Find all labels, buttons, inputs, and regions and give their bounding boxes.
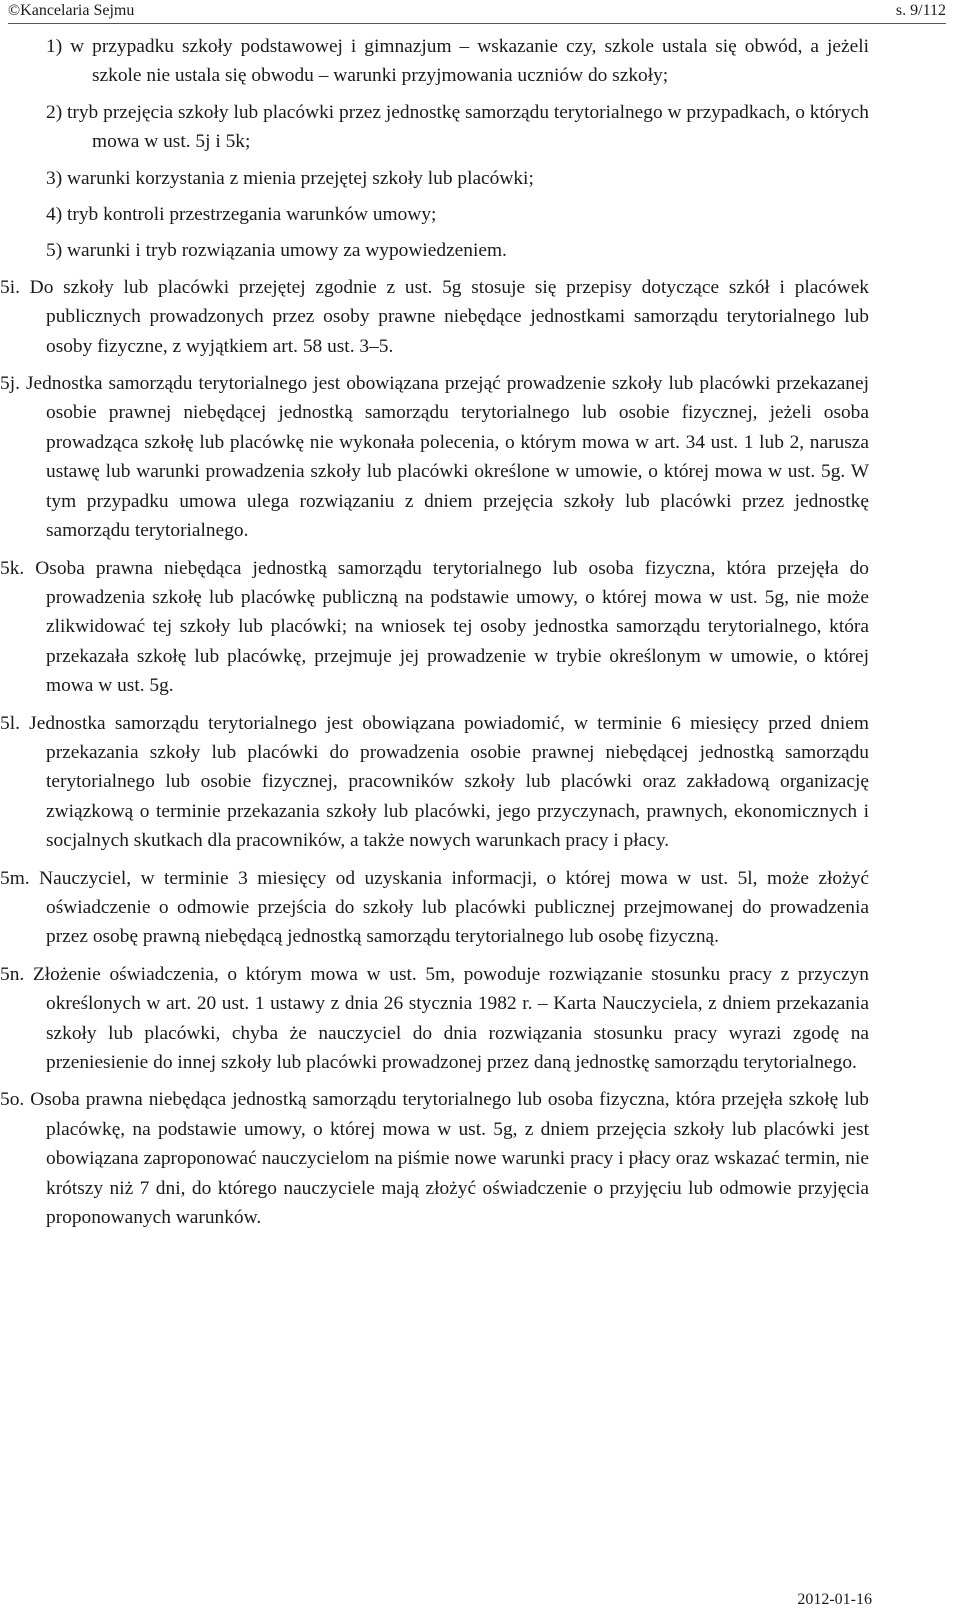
page-number: s. 9/112 [895,2,946,19]
page-header [8,1,946,24]
copyright-notice: ©Kancelaria Sejmu [8,2,135,19]
paragraph-5j: 5j. Jednostka samorządu terytorialnego jest obowiązana przejąć prowadzenie szkoły lub placówki przekazanej osobie prawnej niebędącej jednostką samorządu terytorialnego lub osobie fizycznej, jeżeli osoba prowadząca szkołę lub placówkę nie wykonała polecenia, o którym mowa w art. 34 ust. 1 lub 2, narusza ustawę lub warunki prowadzenia szkoły lub placówki określone w umowie, o której mowa w ust. 5g. W tym przypadku umowa ulega rozwiązaniu z dniem przejęcia szkoły lub placówki przez jednostkę samorządu terytorialnego. [0,373,869,542]
list-item-3: 3) warunki korzystania z mienia przejętej szkoły lub placówki; [46,167,534,189]
paragraph-5i: 5i. Do szkoły lub placówki przejętej zgodnie z ust. 5g stosuje się przepisy dotyczące szkół i placówek publicznych prowadzonych przez osoby prawne niebędące jednostkami samorządu terytorialnego lub osoby fizyczne, z wyjątkiem art. 58 ust. 3–5. [0,276,869,357]
list-item-2: 2) tryb przejęcia szkoły lub placówki przez jednostkę samorządu terytorialnego w przypadkach, o których mowa w ust. 5j i 5k; [46,101,869,153]
list-item-4: 4) tryb kontroli przestrzegania warunków umowy; [46,204,437,226]
paragraph-5l: 5l. Jednostka samorządu terytorialnego jest obowiązana powiadomić, w terminie 6 miesięcy przed dniem przekazania szkoły lub placówki do prowadzenia osobie prawnej niebędącej jednostką samorządu terytorialnego lub osobie fizycznej, pracowników szkoły lub placówki oraz zakładową organizację związkową o terminie przekazania szkoły lub placówki, jego przyczynach, prawnych, ekonomicznych i socjalnych skutkach dla pracowników, a także nowych warunkach pracy i płacy. [0,712,869,852]
document-body [0,32,869,1240]
paragraph-5k: 5k. Osoba prawna niebędąca jednostką samorządu terytorialnego lub osoba fizyczna, która przejęła do prowadzenia szkołę lub placówkę publiczną na podstawie umowy, o której mowa w ust. 5g, nie może zlikwidować tej szkoły lub placówki; na wniosek tej osoby jednostka samorządu terytorialnego, która przekazała szkołę lub placówkę, przejmuje jej prowadzenie w trybie określonym w umowie, o której mowa w ust. 5g. [0,557,869,697]
list-item-5: 5) warunki i tryb rozwiązania umowy za wypowiedzeniem. [46,240,507,262]
paragraph-5o: 5o. Osoba prawna niebędąca jednostką samorządu terytorialnego lub osoba fizyczna, która przejęła szkołę lub placówkę, na podstawie umowy, o której mowa w ust. 5g, z dniem przejęcia szkoły lub placówki jest obowiązana zaproponować nauczycielom na piśmie nowe warunki pracy i płacy oraz wskazać termin, nie krótszy niż 7 dni, do którego nauczyciele mają złożyć oświadczenie o przyjęciu lub odmowie przyjęcia proponowanych warunków. [0,1089,869,1229]
list-item-1: 1) w przypadku szkoły podstawowej i gimnazjum – wskazanie czy, szkole ustala się obwód, a jeżeli szkole nie ustala się obwodu – warunki przyjmowania uczniów do szkoły; [46,36,869,87]
paragraph-5m: 5m. Nauczyciel, w terminie 3 miesięcy od uzyskania informacji, o której mowa w ust. 5l, może złożyć oświadczenie o odmowie przejścia do szkoły lub placówki publicznej przejmowanej do prowadzenia przez osobę prawną niebędącą jednostką samorządu terytorialnego lub osobę fizyczną. [0,867,869,948]
document-date: 2012-01-16 [797,1591,872,1608]
paragraph-5n: 5n. Złożenie oświadczenia, o którym mowa w ust. 5m, powoduje rozwiązanie stosunku pracy z przyczyn określonych w art. 20 ust. 1 ustawy z dnia 26 stycznia 1982 r. – Karta Nauczyciela, z dniem przekazania szkoły lub placówki, chyba że nauczyciel do dnia rozwiązania stosunku pracy wyrazi zgodę na przeniesienie do innej szkoły lub placówki prowadzonej przez daną jednostkę samorządu terytorialnego. [0,963,869,1073]
